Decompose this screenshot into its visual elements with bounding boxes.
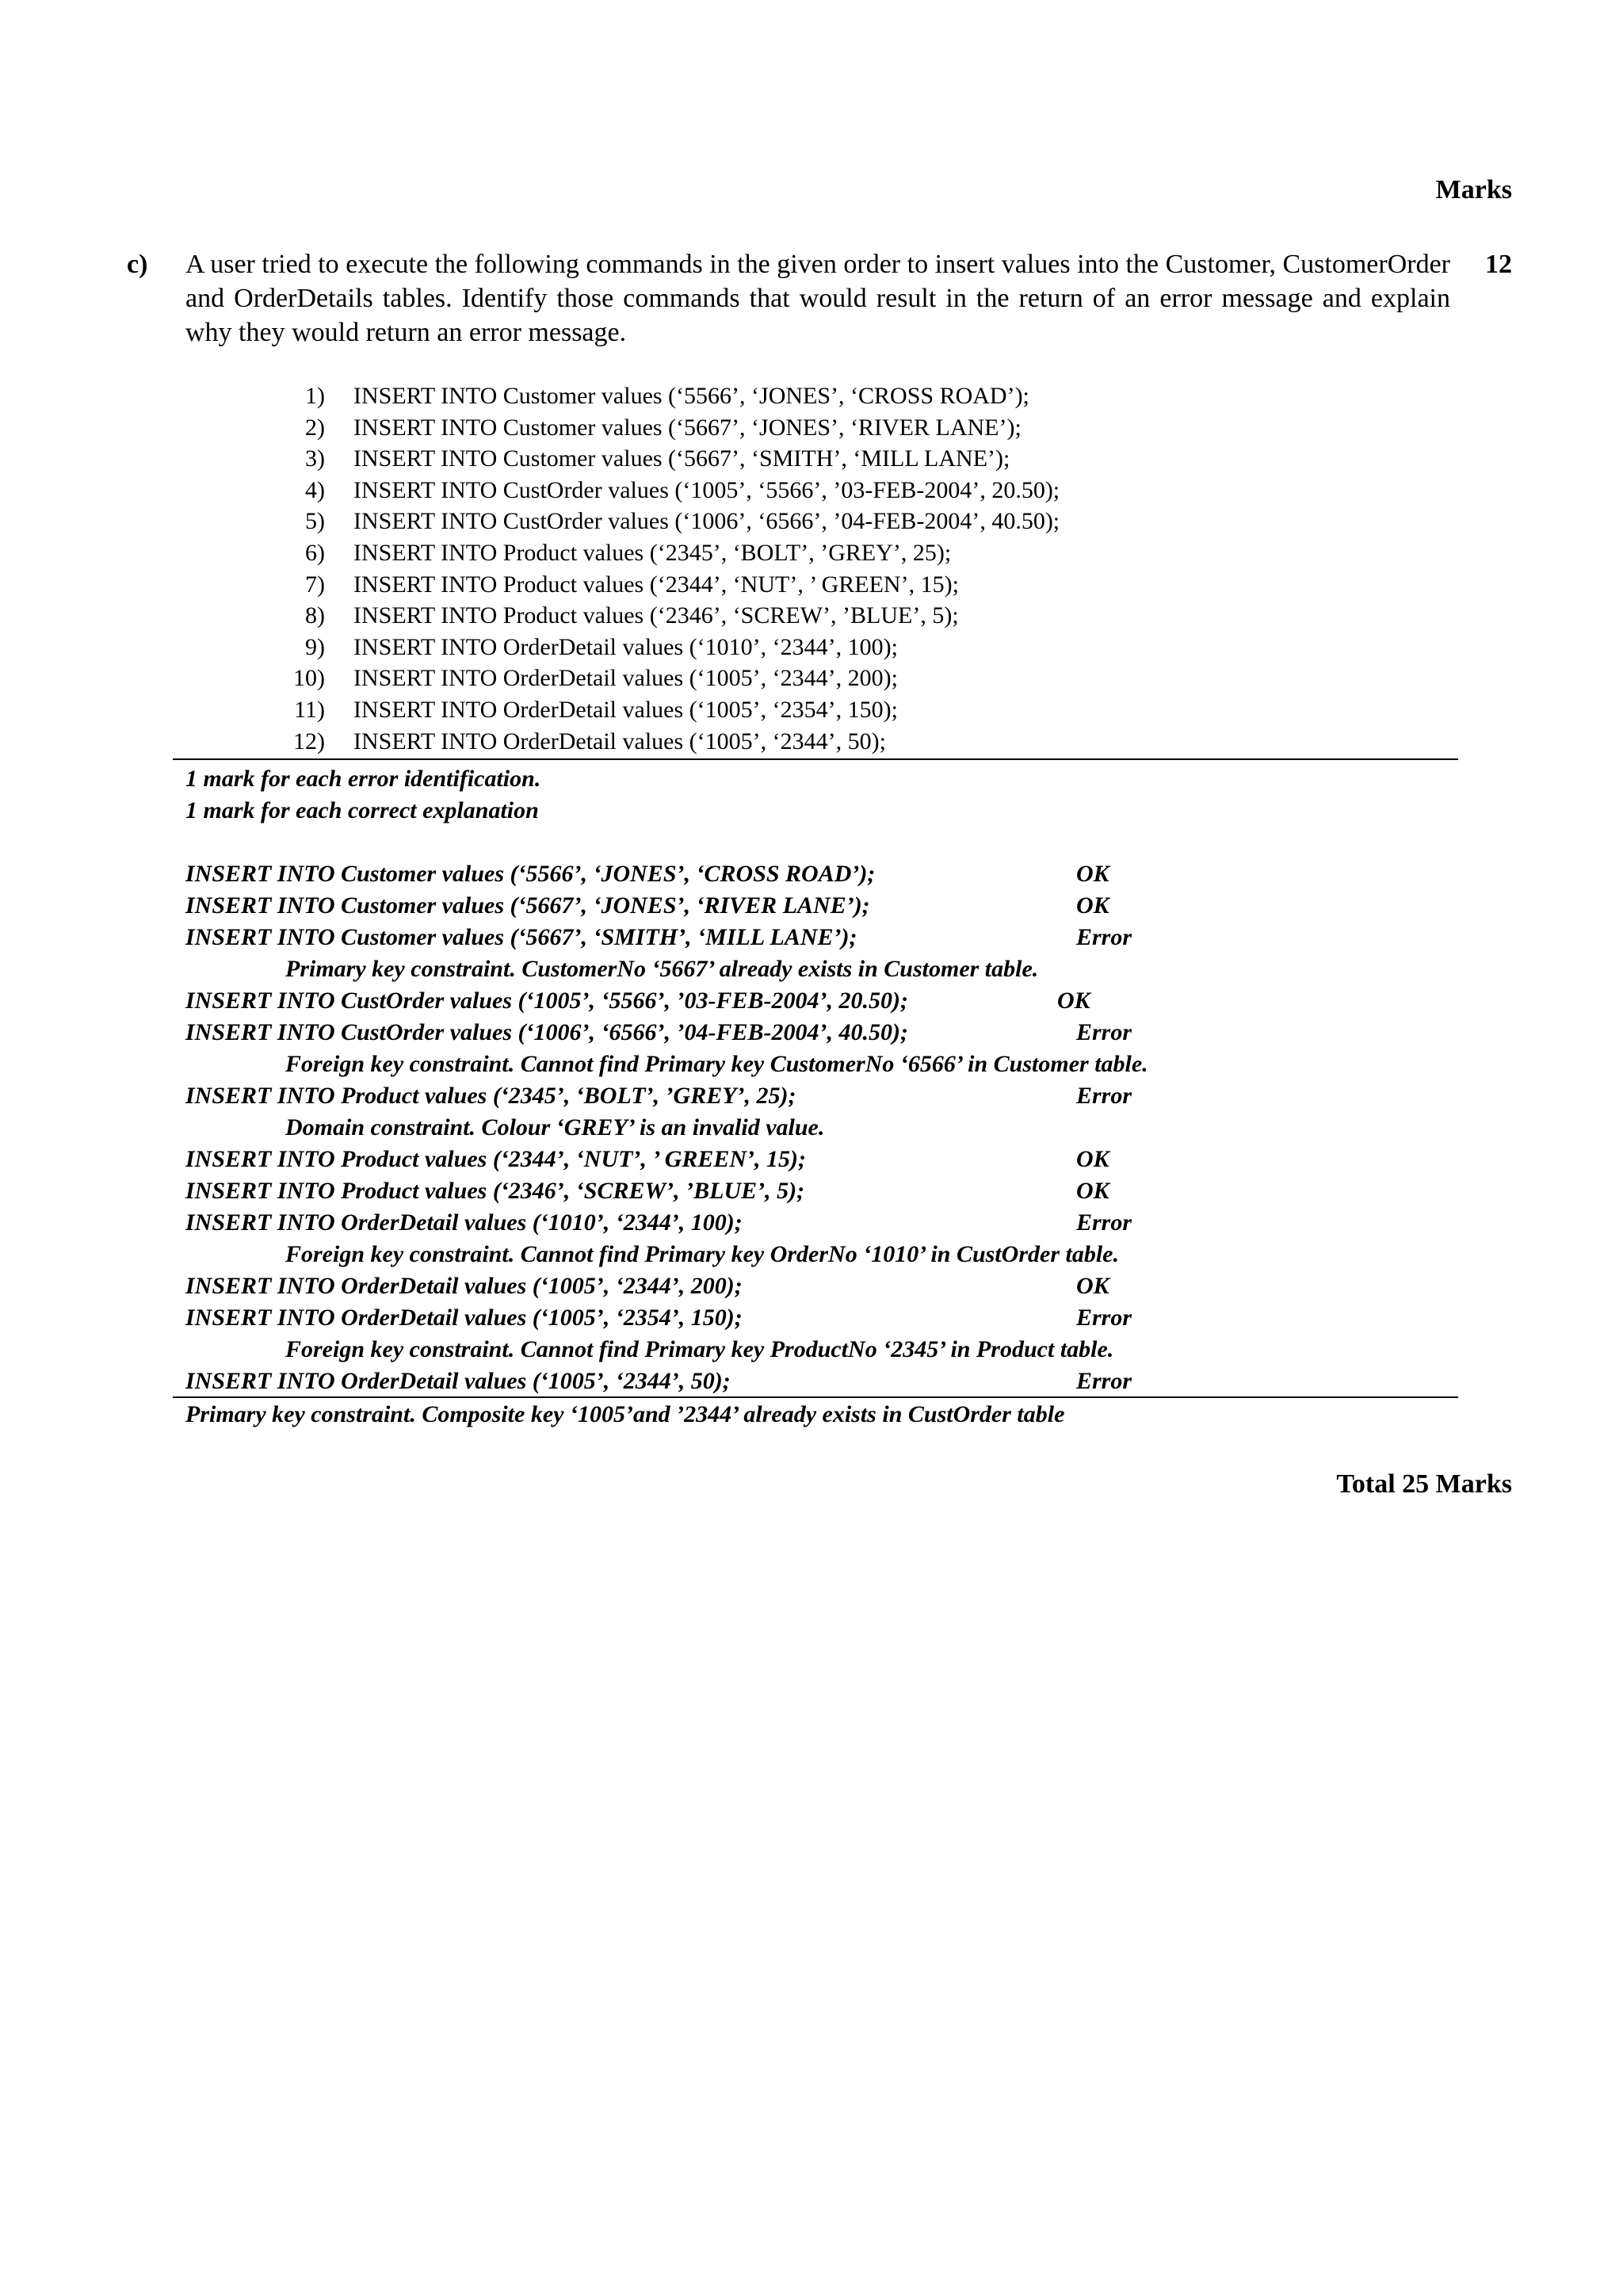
answer-statement: INSERT INTO OrderDetail values (‘1005’, ‘2344’, 50); bbox=[185, 1368, 731, 1394]
answer-row bbox=[185, 1366, 1469, 1397]
command-text: INSERT INTO Customer values (‘5667’, ‘JONES’, ‘RIVER LANE’); bbox=[353, 414, 1022, 441]
command-text: INSERT INTO Product values (‘2345’, ‘BOLT’, ’GREY’, 25); bbox=[353, 539, 952, 566]
command-item bbox=[277, 537, 1060, 569]
answer-row bbox=[185, 1144, 1469, 1175]
answer-result: Error bbox=[1076, 1209, 1132, 1236]
marking-scheme-line: 1 mark for each error identification. bbox=[185, 766, 541, 792]
answer-list bbox=[185, 858, 1469, 1397]
command-number: 11) bbox=[294, 696, 325, 723]
total-marks: Total 25 Marks bbox=[1336, 1469, 1512, 1499]
answer-statement: INSERT INTO OrderDetail values (‘1005’, ‘2354’, 150); bbox=[185, 1305, 743, 1331]
command-number: 4) bbox=[305, 476, 325, 503]
answer-result: OK bbox=[1076, 892, 1109, 919]
explanation-text: Foreign key constraint. Cannot find Primary key ProductNo ‘2345’ in Product table. bbox=[285, 1336, 1114, 1362]
answer-explanation bbox=[185, 1334, 1469, 1366]
answer-statement: INSERT INTO OrderDetail values (‘1005’, ‘2344’, 200); bbox=[185, 1273, 743, 1299]
command-item bbox=[277, 694, 1060, 726]
command-item bbox=[277, 380, 1060, 412]
command-number: 8) bbox=[305, 602, 325, 629]
command-number: 2) bbox=[305, 414, 325, 441]
command-item bbox=[277, 600, 1060, 632]
command-item bbox=[277, 663, 1060, 694]
command-text: INSERT INTO OrderDetail values (‘1005’, ‘2354’, 150); bbox=[353, 696, 898, 723]
command-number: 12) bbox=[293, 728, 325, 755]
command-text: INSERT INTO Customer values (‘5566’, ‘JONES’, ‘CROSS ROAD’); bbox=[353, 383, 1029, 409]
answer-row bbox=[185, 1302, 1469, 1334]
command-number: 5) bbox=[305, 508, 325, 535]
answer-row bbox=[185, 985, 1469, 1017]
command-item bbox=[277, 506, 1060, 537]
answer-statement: INSERT INTO Product values (‘2345’, ‘BOLT’, ’GREY’, 25); bbox=[185, 1083, 796, 1109]
command-item bbox=[277, 632, 1060, 663]
answer-result: Error bbox=[1076, 1368, 1132, 1394]
question-label: c) bbox=[127, 250, 148, 279]
answer-row bbox=[185, 1270, 1469, 1302]
answer-result: OK bbox=[1076, 1273, 1109, 1299]
answer-row bbox=[185, 890, 1469, 922]
command-number: 3) bbox=[305, 445, 325, 472]
command-text: INSERT INTO CustOrder values (‘1006’, ‘6566’, ’04-FEB-2004’, 40.50); bbox=[353, 508, 1060, 535]
explanation-text: Domain constraint. Colour ‘GREY’ is an invalid value. bbox=[285, 1114, 825, 1140]
answer-statement: INSERT INTO Customer values (‘5566’, ‘JONES’, ‘CROSS ROAD’); bbox=[185, 861, 876, 887]
answer-result: OK bbox=[1076, 861, 1109, 887]
answer-explanation bbox=[185, 953, 1469, 985]
command-list bbox=[277, 380, 1060, 757]
answer-result: OK bbox=[1076, 1178, 1109, 1204]
answer-row bbox=[185, 1080, 1469, 1112]
divider-rule bbox=[173, 758, 1458, 760]
answer-statement: INSERT INTO Customer values (‘5667’, ‘JONES’, ‘RIVER LANE’); bbox=[185, 892, 870, 919]
answer-result: Error bbox=[1076, 924, 1132, 950]
command-number: 9) bbox=[305, 633, 325, 660]
answer-result: Error bbox=[1076, 1083, 1132, 1109]
explanation-text: Foreign key constraint. Cannot find Primary key CustomerNo ‘6566’ in Customer table. bbox=[285, 1051, 1148, 1077]
command-number: 1) bbox=[305, 383, 325, 409]
command-item bbox=[277, 412, 1060, 444]
answer-explanation bbox=[185, 1049, 1469, 1080]
answer-result: Error bbox=[1076, 1019, 1132, 1045]
command-text: INSERT INTO CustOrder values (‘1005’, ‘5566’, ’03-FEB-2004’, 20.50); bbox=[353, 476, 1060, 503]
marks-column-header: Marks bbox=[1435, 175, 1512, 204]
explanation-text: Foreign key constraint. Cannot find Primary key OrderNo ‘1010’ in CustOrder table. bbox=[285, 1241, 1119, 1267]
answer-statement: INSERT INTO CustOrder values (‘1005’, ‘5566’, ’03-FEB-2004’, 20.50); bbox=[185, 988, 908, 1014]
answer-statement: INSERT INTO Product values (‘2344’, ‘NUT’, ’ GREEN’, 15); bbox=[185, 1146, 807, 1172]
divider-rule bbox=[173, 1396, 1458, 1398]
answer-row bbox=[185, 922, 1469, 953]
answer-statement: INSERT INTO OrderDetail values (‘1010’, ‘2344’, 100); bbox=[185, 1209, 743, 1236]
answer-statement: INSERT INTO Product values (‘2346’, ‘SCREW’, ’BLUE’, 5); bbox=[185, 1178, 805, 1204]
question-text: A user tried to execute the following commands in the given order to insert values into the Customer, CustomerOrder and OrderDetails tables. Identify those commands that would result in the return of an error message and explain why they would return an error message. bbox=[185, 250, 1450, 347]
answer-explanation bbox=[185, 1112, 1469, 1144]
answer-row bbox=[185, 1207, 1469, 1239]
command-text: INSERT INTO Product values (‘2344’, ‘NUT’, ’ GREEN’, 15); bbox=[353, 571, 959, 598]
command-text: INSERT INTO OrderDetail values (‘1010’, ‘2344’, 100); bbox=[353, 633, 898, 660]
answer-explanation bbox=[185, 1239, 1469, 1270]
answer-row bbox=[185, 858, 1469, 890]
command-item bbox=[277, 475, 1060, 506]
explanation-text: Primary key constraint. CustomerNo ‘5667’ already exists in Customer table. bbox=[285, 956, 1039, 982]
command-number: 7) bbox=[305, 571, 325, 598]
answer-statement: INSERT INTO Customer values (‘5667’, ‘SMITH’, ‘MILL LANE’); bbox=[185, 924, 857, 950]
answer-row bbox=[185, 1175, 1469, 1207]
marking-scheme-line: 1 mark for each correct explanation bbox=[185, 797, 539, 823]
question-marks: 12 bbox=[1485, 250, 1512, 279]
command-text: INSERT INTO OrderDetail values (‘1005’, ‘2344’, 200); bbox=[353, 665, 898, 692]
answer-row bbox=[185, 1017, 1469, 1049]
final-explanation: Primary key constraint. Composite key ‘1005’and ’2344’ already exists in CustOrder table bbox=[185, 1401, 1065, 1427]
answer-statement: INSERT INTO CustOrder values (‘1006’, ‘6566’, ’04-FEB-2004’, 40.50); bbox=[185, 1019, 908, 1045]
command-item bbox=[277, 569, 1060, 601]
marking-scheme bbox=[185, 763, 540, 827]
answer-result: OK bbox=[1076, 1146, 1109, 1172]
command-number: 10) bbox=[293, 665, 325, 692]
answer-result: Error bbox=[1076, 1305, 1132, 1331]
command-item bbox=[277, 726, 1060, 758]
command-item bbox=[277, 443, 1060, 475]
command-text: INSERT INTO Customer values (‘5667’, ‘SMITH’, ‘MILL LANE’); bbox=[353, 445, 1010, 472]
command-text: INSERT INTO OrderDetail values (‘1005’, ‘2344’, 50); bbox=[353, 728, 886, 755]
command-text: INSERT INTO Product values (‘2346’, ‘SCREW’, ’BLUE’, 5); bbox=[353, 602, 959, 629]
command-number: 6) bbox=[305, 539, 325, 566]
answer-result: OK bbox=[1057, 988, 1090, 1014]
